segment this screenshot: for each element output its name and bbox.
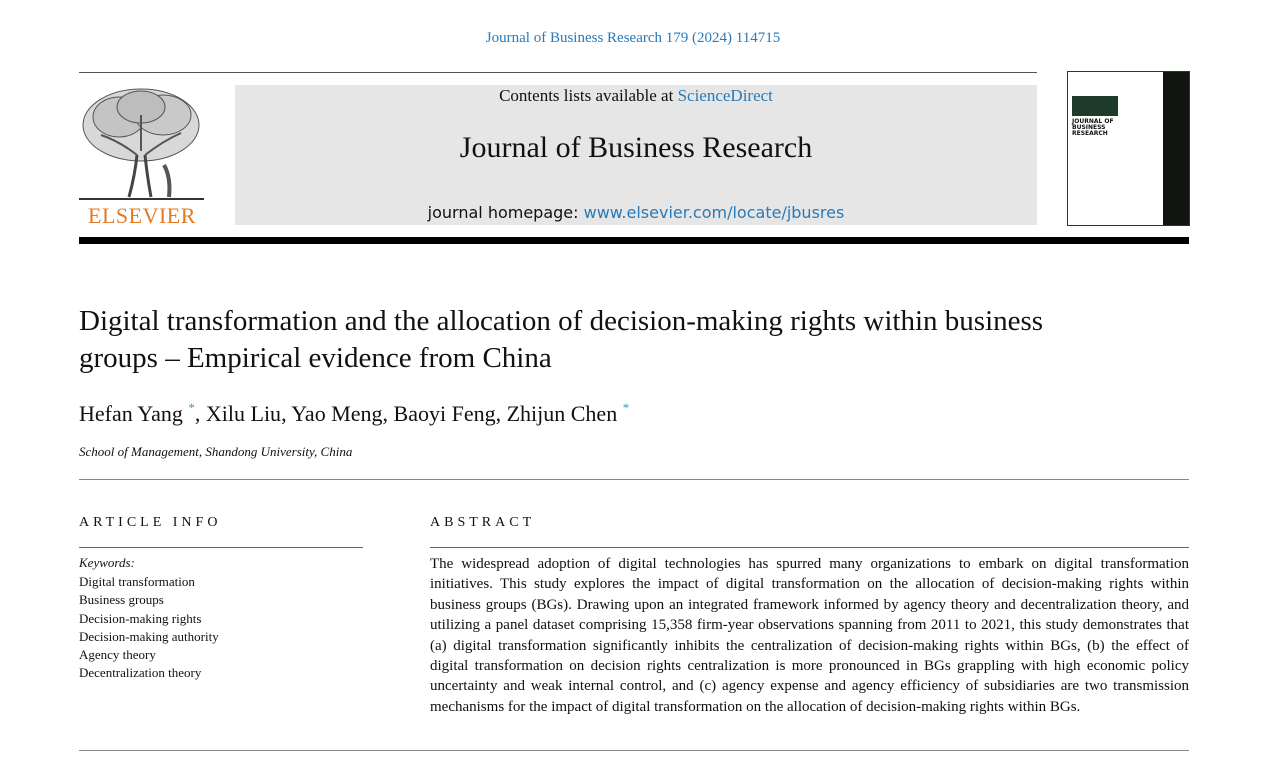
author-name[interactable]: Yao Meng [291,401,383,426]
keyword-item: Business groups [79,592,164,608]
sciencedirect-link[interactable]: ScienceDirect [677,86,773,105]
author-name[interactable]: Xilu Liu [205,401,282,426]
cover-title-line: BUSINESS [1072,124,1106,131]
journal-homepage [235,203,1037,222]
article-info-rule [79,547,363,548]
keyword-item: Digital transformation [79,574,195,589]
bottom-rule [79,750,1189,751]
keyword-item: Decision-making authority [79,628,219,644]
journal-name: Journal of Business Research [459,131,813,164]
keyword-item: Decentralization theory [79,665,202,681]
elsevier-wordmark: ELSEVIER [88,203,196,228]
cover-dark-strip [1163,72,1189,225]
article-info-heading: ARTICLE INFO [79,515,222,530]
cover-title-line: JOURNAL OF [1072,118,1114,125]
journal-citation-link[interactable]: Journal of Business Research 179 (2024) 114715 [485,30,781,46]
corresponding-author-mark[interactable]: * [188,400,195,415]
keywords-label: Keywords: [79,555,135,570]
cover-title [1072,119,1132,137]
contents-availability [235,86,1037,106]
cover-title-line: RESEARCH [1072,130,1108,137]
article-title: Digital transformation and the allocation of decision-making rights within business groups – Empirical evidence from China [79,305,1044,374]
author-name[interactable]: Zhijun Chen [506,401,618,426]
journal-banner [235,85,1037,225]
author-name[interactable]: Baoyi Feng [393,401,496,426]
keywords-list [79,573,219,683]
homepage-link[interactable]: www.elsevier.com/locate/jbusres [583,203,845,222]
affiliation: School of Management, Shandong University, China [79,444,353,459]
section-rule [79,479,1189,480]
abstract-text: The widespread adoption of digital technologies has spurred many organizations to embark on digital transformation initiatives. This study explores the impact of digital transformation on the allocation of decision-making rights within business groups (BGs). Drawing upon an integrated framework informed by agency theory and decentralization theory, and utilizing a panel dataset comprising 15,358 firm-year observations spanning from 2011 to 2021, this study demonstrates that (a) digital transformation significantly inhibits the centralization of decision-making rights within BGs, (b) the effect of digital transformation on decision rights centralization is more pronounced in BGs grappling with high economic policy uncertainty and weak internal control, and (c) agency expense and agency efficiency of subsidiaries are two transmission mechanisms for the impact of digital transformation on the allocation of decision-making rights within BGs. [430,556,1189,715]
author-name[interactable]: Hefan Yang [79,401,183,426]
corresponding-author-mark[interactable]: * [622,400,630,415]
abstract-rule [430,547,1189,548]
header-thick-rule [79,237,1189,244]
keyword-item: Decision-making rights [79,610,202,626]
journal-cover-thumbnail [1067,71,1190,226]
keyword-item: Agency theory [79,647,156,663]
author-list: Hefan Yang *, Xilu Liu, Yao Meng, Baoyi Feng, Zhijun Chen * [79,400,630,426]
homepage-prefix: journal homepage: [427,203,584,222]
contents-prefix: Contents lists available at [499,86,678,105]
header-rule [79,72,1037,73]
abstract-heading: ABSTRACT [430,515,536,530]
cover-image [1072,96,1118,116]
